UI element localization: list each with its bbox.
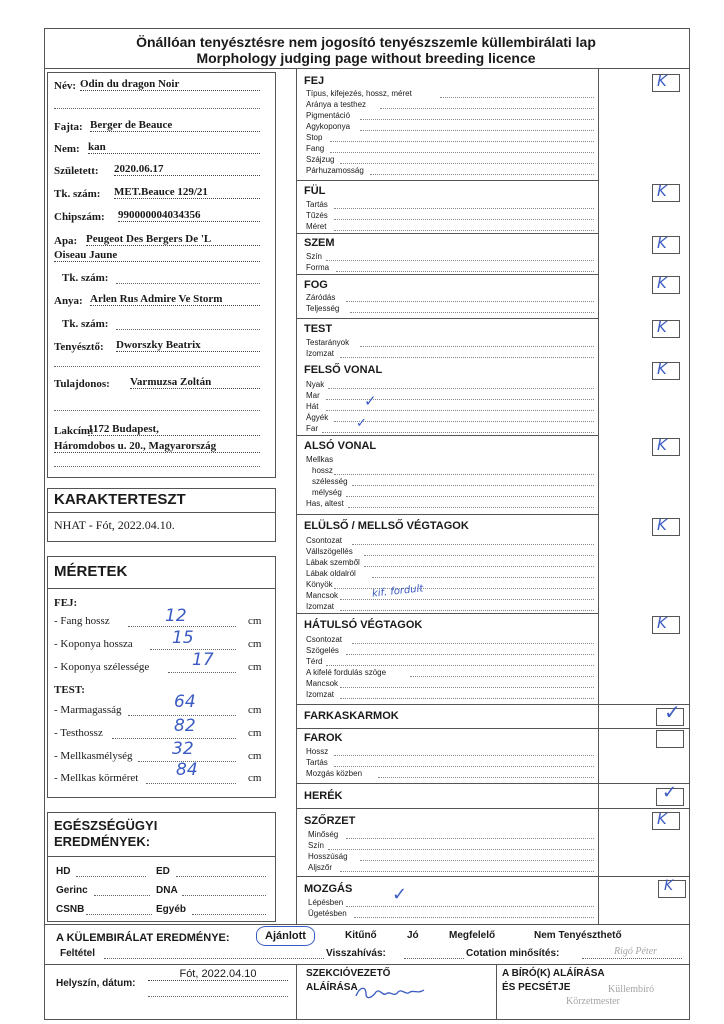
sex-value: kan <box>88 141 260 154</box>
fog-divider <box>296 318 599 319</box>
result-label: A KÜLEMBIRÁLAT EREDMÉNYE: <box>56 932 230 944</box>
felso-vonal-item-line <box>326 410 594 411</box>
fej-item: Aránya a testhez <box>306 100 367 109</box>
breeder-value: Dworszky Beatrix <box>116 339 260 352</box>
hatulso-item: Mancsok <box>306 679 339 688</box>
health-csnb-line <box>86 914 152 915</box>
sire-reg-label: Tk. szám: <box>62 272 109 284</box>
farkaskarmok-title: FARKASKARMOK <box>304 710 399 722</box>
fog-item: Záródás <box>306 293 336 302</box>
fej-item: Szájzug <box>306 155 335 164</box>
footer-divider-2 <box>496 964 497 1019</box>
felso-vonal-checkmark: ✓ <box>356 416 367 431</box>
born-label: Született: <box>54 165 99 177</box>
elulso-divider <box>296 613 599 614</box>
fej-title: FEJ <box>304 75 325 87</box>
szorzet-item: Aljszőr <box>308 863 333 872</box>
born-value: 2020.06.17 <box>114 163 260 176</box>
result-option-kituno[interactable]: Kitűnő <box>345 930 377 941</box>
measure-row-value: 15 <box>172 628 194 648</box>
hatulso-divider <box>296 704 689 705</box>
hatulso-item-line <box>326 665 594 666</box>
herek-mark: ✓ <box>662 782 678 803</box>
mozgas-item: Lépésben <box>308 898 344 907</box>
ful-divider <box>296 233 599 234</box>
fej-mark: K <box>657 72 667 90</box>
measure-row-value: 64 <box>174 692 196 712</box>
felso-vonal-checkmark: ✓ <box>364 392 377 410</box>
elulso-item-line <box>340 610 594 611</box>
farkaskarmok-mark: ✓ <box>664 700 681 724</box>
health-ed-label: ED <box>156 866 170 877</box>
health-divider <box>47 856 275 857</box>
ful-item-line <box>334 208 594 209</box>
result-option-jo[interactable]: Jó <box>407 930 419 941</box>
farok-mark-box[interactable] <box>656 730 684 748</box>
elulso-item-line <box>364 566 594 567</box>
judge-stamp-line3: Körzetmester <box>566 996 620 1007</box>
form-title-hu: Önállóan tenyésztésre nem jogosító tenyészszemle küllembirálati lap <box>136 34 596 50</box>
result-option-ajanlott[interactable]: Ajánlott <box>256 926 315 946</box>
measure-row-label: - Fang hossz <box>54 615 110 627</box>
hatulso-title: HÁTULSÓ VÉGTAGOK <box>304 619 423 631</box>
elulso-note: kif. fordult <box>371 583 424 600</box>
felso-vonal-mark: K <box>657 360 667 378</box>
szorzet-item-line <box>346 838 594 839</box>
footer-top-border <box>44 964 689 965</box>
sire-value-line2: Oiseau Jaune <box>54 249 260 262</box>
elulso-item: Lábak szemből <box>306 558 360 567</box>
visszahivas-line <box>404 958 464 959</box>
section-leader-signature <box>352 980 432 1004</box>
szem-mark: K <box>657 234 667 252</box>
elulso-item-line <box>352 544 594 545</box>
address-value-line1: 1172 Budapest, <box>88 423 260 436</box>
health-egyeb-line <box>192 914 266 915</box>
character-test-title: KARAKTERTESZT <box>54 491 186 508</box>
health-dna-label: DNA <box>156 885 178 896</box>
result-option-megfelelo[interactable]: Megfelelő <box>449 930 496 941</box>
hatulso-item-line <box>340 698 594 699</box>
reg-value: MET.Beauce 129/21 <box>114 186 260 199</box>
elulso-item: Mancsok <box>306 591 339 600</box>
fog-item: Teljesség <box>306 304 340 313</box>
elulso-mark: K <box>657 516 667 534</box>
breed-value: Berger de Beauce <box>90 119 260 132</box>
ful-item: Tartás <box>306 200 328 209</box>
szorzet-item-line <box>328 849 594 850</box>
reg-label: Tk. szám: <box>54 188 101 200</box>
also-vonal-mark: K <box>657 436 667 454</box>
name-label: Név: <box>54 80 76 92</box>
health-egyeb-label: Egyéb <box>156 904 187 915</box>
health-csnb-label: CSNB <box>56 904 85 915</box>
hatulso-item-line <box>346 654 594 655</box>
health-title-line2: EREDMÉNYEK: <box>54 834 151 849</box>
felso-vonal-item-line <box>328 388 594 389</box>
character-test-value: NHAT - Fót, 2022.04.10. <box>54 518 175 532</box>
farok-item-line <box>334 766 594 767</box>
name-line2 <box>54 108 260 109</box>
measure-row-label: - Koponya hossza <box>54 638 133 650</box>
visszahivas-label: Visszahívás: <box>326 948 386 959</box>
fej-item-line <box>340 163 594 164</box>
fej-item: Párhuzamosság <box>306 166 364 175</box>
sire-value-line1: Peugeot Des Bergers De 'L <box>86 233 260 246</box>
measure-row-value: 32 <box>172 739 194 759</box>
measurements-title: MÉRETEK <box>54 563 128 580</box>
measure-row-unit: cm <box>248 727 262 739</box>
hatulso-item: A kifelé fordulás szöge <box>306 668 387 677</box>
felso-vonal-title: FELSŐ VONAL <box>304 364 383 376</box>
hatulso-item: Csontozat <box>306 635 343 644</box>
also-vonal-item-line <box>346 496 594 497</box>
judge-label-line2: ÉS PECSÉTJE <box>502 982 571 993</box>
szem-divider <box>296 274 599 275</box>
sire-label: Apa: <box>54 235 78 247</box>
mozgas-item-line <box>354 917 594 918</box>
elulso-item: Könyök <box>306 580 333 589</box>
farok-item: Tartás <box>306 758 328 767</box>
health-dna-line <box>182 895 266 896</box>
fej-item-line <box>440 97 594 98</box>
form-title-en: Morphology judging page without breeding licence <box>196 50 536 66</box>
also-vonal-item-line <box>348 507 594 508</box>
elulso-title: ELÜLSŐ / MELLSŐ VÉGTAGOK <box>304 520 469 532</box>
fog-item-line <box>350 312 594 313</box>
szem-item-line <box>326 260 594 261</box>
measure-row-unit: cm <box>248 615 262 627</box>
measure-row-value: 17 <box>192 650 214 670</box>
farok-title: FAROK <box>304 732 343 744</box>
health-hd-label: HD <box>56 866 71 877</box>
felso-vonal-item: Hát <box>306 402 319 411</box>
measure-row-unit: cm <box>248 772 262 784</box>
result-top-border <box>44 924 689 925</box>
farok-item: Hossz <box>306 747 329 756</box>
fej-item: Pigmentáció <box>306 111 351 120</box>
measure-row-label: - Mellkasmélység <box>54 750 133 762</box>
address-value-line2: Háromdobos u. 20., Magyarország <box>54 440 260 453</box>
breed-label: Fajta: <box>54 121 83 133</box>
eval-column-divider <box>598 68 599 924</box>
fej-item-line <box>380 108 594 109</box>
ful-mark: K <box>657 182 667 200</box>
felso-vonal-item: Ágyék <box>306 413 329 422</box>
owner-value: Varmuzsa Zoltán <box>130 376 260 389</box>
measure-row-label: - Mellkas körméret <box>54 772 139 784</box>
szorzet-item: Szín <box>308 841 325 850</box>
fog-mark: K <box>657 274 667 292</box>
measure-row-unit: cm <box>248 704 262 716</box>
test-item: Izomzat <box>306 349 335 358</box>
section-leader-label-line2: ALÁÍRÁSA <box>306 982 358 993</box>
judge-stamp-line2: Küllembíró <box>608 984 655 995</box>
name-value: Odin du dragon Noir <box>80 78 260 91</box>
measurements-divider <box>47 588 275 589</box>
ful-item: Tűzés <box>306 211 328 220</box>
feltetel-line <box>104 958 324 959</box>
sire-reg-line <box>116 283 260 284</box>
szorzet-item-line <box>360 860 594 861</box>
ful-item: Méret <box>306 222 327 231</box>
fog-title: FOG <box>304 279 328 291</box>
mozgas-item: Ügetésben <box>308 909 347 918</box>
also-vonal-item: szélesség <box>312 477 348 486</box>
test-item-line <box>340 357 594 358</box>
fej-item-line <box>330 141 594 142</box>
felso-vonal-divider <box>296 435 599 436</box>
measure-row-line <box>146 783 236 784</box>
breeder-label: Tenyésztő: <box>54 341 104 353</box>
fej-divider <box>296 180 599 181</box>
felso-vonal-item-line <box>322 432 594 433</box>
mozgas-mark: K <box>664 878 674 894</box>
elulso-item: Lábak oldalról <box>306 569 356 578</box>
health-gerinc-line <box>94 895 150 896</box>
measure-row-value: 12 <box>165 606 187 626</box>
measure-row-unit: cm <box>248 750 262 762</box>
place-date-value: Fót, 2022.04.10 <box>148 968 288 981</box>
feltetel-label: Feltétel <box>60 948 96 959</box>
farok-item: Mozgás közben <box>306 769 363 778</box>
also-vonal-item: Mellkas <box>306 455 334 464</box>
farok-item-line <box>334 755 594 756</box>
cotation-label: Cotation minősítés: <box>466 948 560 959</box>
farok-divider <box>296 783 689 784</box>
mozgas-checkmark: ✓ <box>392 884 408 905</box>
szorzet-item-line <box>340 871 594 872</box>
felso-vonal-item-line <box>334 421 594 422</box>
herek-title: HERÉK <box>304 790 343 802</box>
fej-item: Típus, kifejezés, hossz, méret <box>306 89 412 98</box>
also-vonal-item-line <box>334 474 594 475</box>
measure-row-line <box>128 626 236 627</box>
sex-label: Nem: <box>54 143 80 155</box>
elulso-item: Izomzat <box>306 602 335 611</box>
fej-item-line <box>330 152 594 153</box>
felso-vonal-item: Nyak <box>306 380 325 389</box>
also-vonal-item-line <box>352 485 594 486</box>
chip-value: 990000004034356 <box>118 209 260 222</box>
dam-value: Arlen Rus Admire Ve Storm <box>90 293 260 306</box>
eval-left-border <box>296 68 297 924</box>
result-option-nem-tenyeszheto[interactable]: Nem Tenyészthető <box>534 930 622 941</box>
hatulso-item-line <box>410 676 594 677</box>
felso-vonal-item: Far <box>306 424 318 433</box>
szem-item: Szín <box>306 252 323 261</box>
fej-item-line <box>370 174 594 175</box>
szem-item: Forma <box>306 263 330 272</box>
cotation-line <box>582 958 682 959</box>
hatulso-item: Izomzat <box>306 690 335 699</box>
measure-row-label: - Marmagasság <box>54 704 122 716</box>
szem-title: SZEM <box>304 237 335 249</box>
test-mark: K <box>657 318 667 336</box>
szorzet-divider <box>296 876 689 877</box>
measure-body-label: TEST: <box>54 684 85 696</box>
measure-row-value: 84 <box>176 760 198 780</box>
place-date-line2 <box>148 996 288 997</box>
hatulso-item: Szögelés <box>306 646 339 655</box>
fej-item: Agykoponya <box>306 122 351 131</box>
footer-divider-1 <box>296 964 297 1019</box>
breeder-line2 <box>54 366 260 367</box>
szem-item-line <box>336 271 594 272</box>
elulso-item-line <box>340 599 594 600</box>
chip-label: Chipszám: <box>54 211 105 223</box>
felso-vonal-item: Mar <box>306 391 320 400</box>
also-vonal-item: hossz <box>312 466 333 475</box>
health-title-line1: EGÉSZSÉGÜGYI <box>54 818 158 833</box>
mozgas-item-line <box>346 906 594 907</box>
ful-item-line <box>334 230 594 231</box>
elulso-item: Vállszögellés <box>306 547 353 556</box>
health-hd-line <box>76 876 146 877</box>
also-vonal-item: Has, altest <box>306 499 344 508</box>
address-line3 <box>54 466 260 467</box>
fej-item-line <box>360 130 594 131</box>
also-vonal-divider <box>296 514 599 515</box>
szorzet-item: Hosszúság <box>308 852 348 861</box>
owner-line2 <box>54 410 260 411</box>
test-item-line <box>360 346 594 347</box>
measure-head-label: FEJ: <box>54 597 78 609</box>
ful-title: FÜL <box>304 185 326 197</box>
hatulso-item-line <box>352 643 594 644</box>
dam-reg-label: Tk. szám: <box>62 318 109 330</box>
elulso-item-line <box>364 555 594 556</box>
herek-divider <box>296 808 689 809</box>
character-divider <box>47 512 275 513</box>
elulso-item-line <box>372 577 594 578</box>
fej-item: Stop <box>306 133 323 142</box>
owner-label: Tulajdonos: <box>54 378 110 390</box>
szorzet-mark: K <box>657 810 667 828</box>
ful-item-line <box>334 219 594 220</box>
farkaskarmok-divider <box>296 728 689 729</box>
measure-row-line <box>168 672 236 673</box>
hatulso-mark: K <box>657 614 667 632</box>
judge-label-line1: A BÍRÓ(K) ALÁÍRÁSA <box>502 968 605 979</box>
health-ed-line <box>176 876 266 877</box>
health-gerinc-label: Gerinc <box>56 885 88 896</box>
szorzet-title: SZŐRZET <box>304 815 356 827</box>
hatulso-item-line <box>340 687 594 688</box>
dam-reg-line <box>116 329 260 330</box>
fej-item: Fang <box>306 144 325 153</box>
also-vonal-title: ALSÓ VONAL <box>304 440 377 452</box>
fej-item-line <box>360 119 594 120</box>
mozgas-title: MOZGÁS <box>304 883 353 895</box>
elulso-item: Csontozat <box>306 536 343 545</box>
dam-label: Anya: <box>54 295 83 307</box>
measure-row-label: - Testhossz <box>54 727 103 739</box>
measure-row-value: 82 <box>174 716 196 736</box>
measure-row-unit: cm <box>248 661 262 673</box>
farok-item-line <box>378 777 594 778</box>
hatulso-item: Térd <box>306 657 323 666</box>
judge-stamp-line1: Rigó Péter <box>614 946 658 957</box>
szorzet-item: Minőség <box>308 830 339 839</box>
measure-row-label: - Koponya szélessége <box>54 661 150 673</box>
test-title: TEST <box>304 323 333 335</box>
address-label: Lakcím: <box>54 425 94 437</box>
title-divider <box>44 68 689 69</box>
place-date-label: Helyszín, dátum: <box>56 978 136 989</box>
test-item: Testarányok <box>306 338 350 347</box>
also-vonal-item: mélység <box>312 488 342 497</box>
measure-row-unit: cm <box>248 638 262 650</box>
fog-item-line <box>346 301 594 302</box>
section-leader-label-line1: SZEKCIÓVEZETŐ <box>306 968 391 979</box>
